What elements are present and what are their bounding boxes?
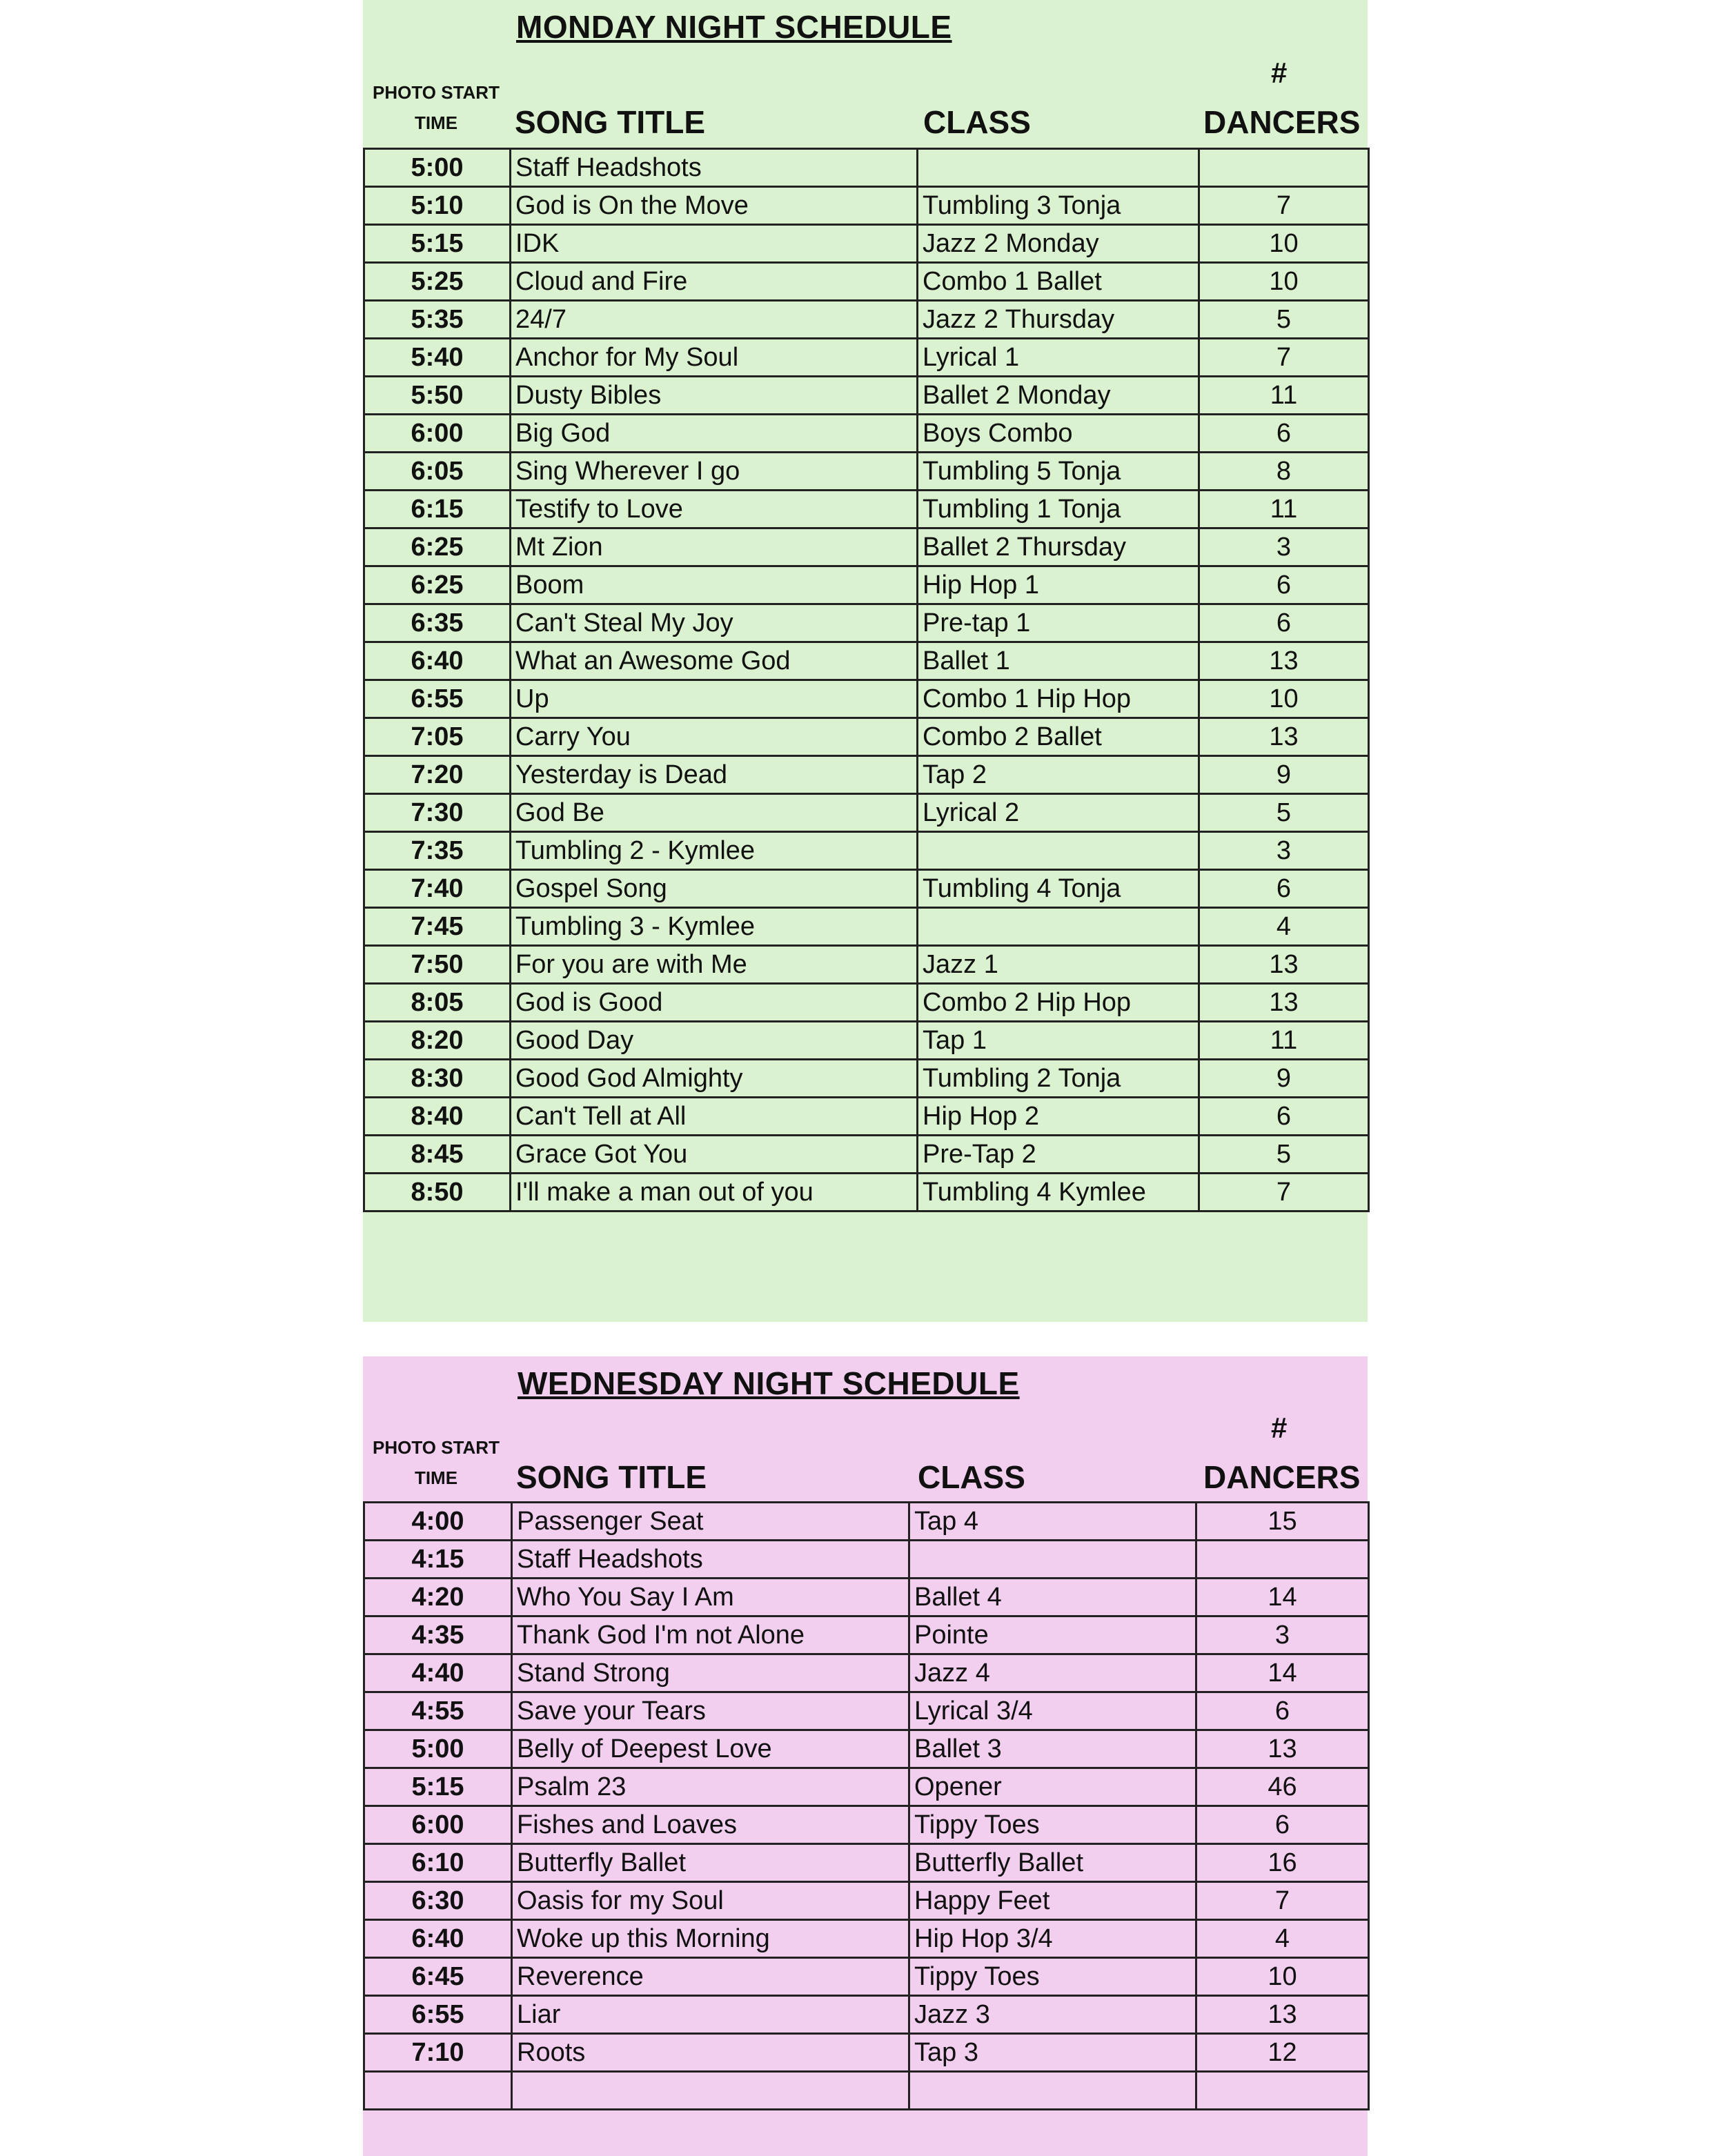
monday-header-song: SONG TITLE	[515, 104, 705, 140]
time-cell: 7:40	[364, 870, 511, 908]
time-cell: 5:00	[364, 1730, 512, 1768]
class-cell	[918, 149, 1199, 187]
song-title-cell: Can't Tell at All	[511, 1098, 918, 1136]
table-row	[364, 377, 1369, 415]
time-cell: 5:35	[364, 301, 511, 339]
dancers-cell: 8	[1199, 453, 1369, 491]
dancers-cell: 13	[1199, 946, 1369, 984]
wednesday-title: WEDNESDAY NIGHT SCHEDULE	[518, 1365, 1020, 1401]
table-row	[364, 1579, 1369, 1616]
wednesday-header-song: SONG TITLE	[516, 1459, 707, 1495]
class-cell: Pointe	[909, 1616, 1196, 1654]
song-title-cell: Belly of Deepest Love	[512, 1730, 909, 1768]
time-cell: 5:25	[364, 263, 511, 301]
song-title-cell: Passenger Seat	[512, 1503, 909, 1541]
table-row	[364, 1844, 1369, 1882]
dancers-cell: 11	[1199, 491, 1369, 528]
wednesday-header-class: CLASS	[918, 1459, 1025, 1495]
song-title-cell	[512, 2072, 909, 2110]
time-cell: 5:00	[364, 149, 511, 187]
song-title-cell: Grace Got You	[511, 1136, 918, 1174]
class-cell: Lyrical 3/4	[909, 1692, 1196, 1730]
dancers-cell: 11	[1199, 1022, 1369, 1060]
monday-header-dancers: DANCERS	[1203, 104, 1361, 140]
table-row	[364, 187, 1369, 225]
class-cell: Jazz 2 Thursday	[918, 301, 1199, 339]
class-cell: Tap 1	[918, 1022, 1199, 1060]
table-row	[364, 1730, 1369, 1768]
table-row	[364, 491, 1369, 528]
dancers-cell: 13	[1199, 718, 1369, 756]
dancers-cell: 6	[1199, 870, 1369, 908]
time-cell: 5:15	[364, 225, 511, 263]
time-cell: 4:15	[364, 1541, 512, 1579]
class-cell: Tap 2	[918, 756, 1199, 794]
song-title-cell: Dusty Bibles	[511, 377, 918, 415]
time-cell: 7:30	[364, 794, 511, 832]
song-title-cell: IDK	[511, 225, 918, 263]
class-cell: Combo 2 Ballet	[918, 718, 1199, 756]
table-row	[364, 1882, 1369, 1920]
time-cell: 6:00	[364, 1806, 512, 1844]
time-cell: 7:45	[364, 908, 511, 946]
table-row	[364, 1806, 1369, 1844]
song-title-cell: God Be	[511, 794, 918, 832]
class-cell: Tumbling 1 Tonja	[918, 491, 1199, 528]
dancers-cell: 9	[1199, 1060, 1369, 1098]
time-cell: 6:55	[364, 680, 511, 718]
class-cell: Hip Hop 3/4	[909, 1920, 1196, 1958]
dancers-cell: 12	[1196, 2034, 1369, 2072]
song-title-cell: Testify to Love	[511, 491, 918, 528]
song-title-cell: Psalm 23	[512, 1768, 909, 1806]
time-cell: 4:55	[364, 1692, 512, 1730]
dancers-cell: 3	[1199, 528, 1369, 566]
time-cell: 6:45	[364, 1958, 512, 1996]
song-title-cell: Tumbling 3 - Kymlee	[511, 908, 918, 946]
wednesday-header-dancers-hash: #	[1271, 1412, 1288, 1444]
table-row	[364, 1060, 1369, 1098]
dancers-cell: 13	[1199, 642, 1369, 680]
dancers-cell: 7	[1196, 1882, 1369, 1920]
song-title-cell: Stand Strong	[512, 1654, 909, 1692]
table-row	[364, 604, 1369, 642]
class-cell: Lyrical 1	[918, 339, 1199, 377]
monday-table	[363, 148, 1370, 1212]
class-cell: Pre-tap 1	[918, 604, 1199, 642]
table-row	[364, 453, 1369, 491]
time-cell: 8:30	[364, 1060, 511, 1098]
time-cell: 6:10	[364, 1844, 512, 1882]
table-row	[364, 415, 1369, 453]
table-row	[364, 1136, 1369, 1174]
time-cell: 7:05	[364, 718, 511, 756]
dancers-cell: 9	[1199, 756, 1369, 794]
time-cell: 4:40	[364, 1654, 512, 1692]
class-cell: Happy Feet	[909, 1882, 1196, 1920]
song-title-cell: Fishes and Loaves	[512, 1806, 909, 1844]
dancers-cell: 16	[1196, 1844, 1369, 1882]
table-row	[364, 1022, 1369, 1060]
dancers-cell: 15	[1196, 1503, 1369, 1541]
monday-title: MONDAY NIGHT SCHEDULE	[516, 9, 952, 45]
dancers-cell: 4	[1199, 908, 1369, 946]
dancers-cell: 7	[1199, 339, 1369, 377]
song-title-cell: Oasis for my Soul	[512, 1882, 909, 1920]
class-cell: Combo 1 Hip Hop	[918, 680, 1199, 718]
class-cell	[918, 832, 1199, 870]
time-cell: 7:35	[364, 832, 511, 870]
time-cell: 6:40	[364, 1920, 512, 1958]
song-title-cell: Sing Wherever I go	[511, 453, 918, 491]
table-row	[364, 908, 1369, 946]
time-cell: 5:40	[364, 339, 511, 377]
class-cell	[909, 2072, 1196, 2110]
song-title-cell: God is On the Move	[511, 187, 918, 225]
song-title-cell: Carry You	[511, 718, 918, 756]
table-row	[364, 1920, 1369, 1958]
class-cell: Boys Combo	[918, 415, 1199, 453]
table-row	[364, 1098, 1369, 1136]
song-title-cell: Up	[511, 680, 918, 718]
dancers-cell: 7	[1199, 1174, 1369, 1211]
dancers-cell: 46	[1196, 1768, 1369, 1806]
table-row	[364, 946, 1369, 984]
class-cell: Lyrical 2	[918, 794, 1199, 832]
time-cell: 8:45	[364, 1136, 511, 1174]
class-cell: Jazz 4	[909, 1654, 1196, 1692]
song-title-cell: I'll make a man out of you	[511, 1174, 918, 1211]
table-row	[364, 301, 1369, 339]
table-row	[364, 794, 1369, 832]
class-cell: Tippy Toes	[909, 1806, 1196, 1844]
song-title-cell: Thank God I'm not Alone	[512, 1616, 909, 1654]
song-title-cell: God is Good	[511, 984, 918, 1022]
song-title-cell: Tumbling 2 - Kymlee	[511, 832, 918, 870]
dancers-cell: 6	[1196, 1806, 1369, 1844]
dancers-cell: 10	[1196, 1958, 1369, 1996]
table-row	[364, 2072, 1369, 2110]
time-cell: 5:10	[364, 187, 511, 225]
song-title-cell: Roots	[512, 2034, 909, 2072]
time-cell: 8:50	[364, 1174, 511, 1211]
song-title-cell: Woke up this Morning	[512, 1920, 909, 1958]
time-cell	[364, 2072, 512, 2110]
time-cell: 8:20	[364, 1022, 511, 1060]
dancers-cell: 10	[1199, 680, 1369, 718]
time-cell: 6:40	[364, 642, 511, 680]
class-cell: Tumbling 4 Kymlee	[918, 1174, 1199, 1211]
time-cell: 6:25	[364, 528, 511, 566]
dancers-cell: 5	[1199, 794, 1369, 832]
dancers-cell	[1199, 149, 1369, 187]
class-cell: Combo 1 Ballet	[918, 263, 1199, 301]
dancers-cell: 14	[1196, 1654, 1369, 1692]
table-row	[364, 1692, 1369, 1730]
table-row	[364, 870, 1369, 908]
class-cell: Ballet 1	[918, 642, 1199, 680]
song-title-cell: Big God	[511, 415, 918, 453]
table-row	[364, 1541, 1369, 1579]
class-cell: Combo 2 Hip Hop	[918, 984, 1199, 1022]
class-cell	[918, 908, 1199, 946]
class-cell: Tap 3	[909, 2034, 1196, 2072]
table-row	[364, 149, 1369, 187]
table-row	[364, 566, 1369, 604]
dancers-cell: 13	[1199, 984, 1369, 1022]
class-cell: Jazz 1	[918, 946, 1199, 984]
dancers-cell: 10	[1199, 263, 1369, 301]
class-cell: Tumbling 3 Tonja	[918, 187, 1199, 225]
class-cell: Tap 4	[909, 1503, 1196, 1541]
wednesday-header-dancers: DANCERS	[1203, 1459, 1361, 1495]
time-cell: 4:00	[364, 1503, 512, 1541]
table-row	[364, 1174, 1369, 1211]
table-row	[364, 1503, 1369, 1541]
table-row	[364, 718, 1369, 756]
song-title-cell: Butterfly Ballet	[512, 1844, 909, 1882]
time-cell: 5:50	[364, 377, 511, 415]
class-cell: Ballet 4	[909, 1579, 1196, 1616]
song-title-cell: Staff Headshots	[512, 1541, 909, 1579]
time-cell: 6:25	[364, 566, 511, 604]
monday-header-class: CLASS	[923, 104, 1031, 140]
table-row	[364, 680, 1369, 718]
class-cell: Pre-Tap 2	[918, 1136, 1199, 1174]
time-cell: 7:20	[364, 756, 511, 794]
class-cell: Hip Hop 2	[918, 1098, 1199, 1136]
song-title-cell: Gospel Song	[511, 870, 918, 908]
song-title-cell: Staff Headshots	[511, 149, 918, 187]
table-row	[364, 984, 1369, 1022]
song-title-cell: Boom	[511, 566, 918, 604]
dancers-cell: 13	[1196, 1730, 1369, 1768]
class-cell: Ballet 2 Thursday	[918, 528, 1199, 566]
table-row	[364, 263, 1369, 301]
table-row	[364, 339, 1369, 377]
dancers-cell: 5	[1199, 1136, 1369, 1174]
song-title-cell: Good Day	[511, 1022, 918, 1060]
time-cell: 6:05	[364, 453, 511, 491]
class-cell: Tumbling 5 Tonja	[918, 453, 1199, 491]
wednesday-header-time-line2: TIME	[414, 1467, 458, 1488]
dancers-cell: 11	[1199, 377, 1369, 415]
table-row	[364, 756, 1369, 794]
dancers-cell: 5	[1199, 301, 1369, 339]
monday-header-time-line1: PHOTO START	[373, 82, 500, 103]
dancers-cell: 13	[1196, 1996, 1369, 2034]
song-title-cell: Reverence	[512, 1958, 909, 1996]
song-title-cell: Save your Tears	[512, 1692, 909, 1730]
dancers-cell: 6	[1199, 604, 1369, 642]
dancers-cell	[1196, 1541, 1369, 1579]
table-row	[364, 1958, 1369, 1996]
song-title-cell: Cloud and Fire	[511, 263, 918, 301]
song-title-cell: Mt Zion	[511, 528, 918, 566]
dancers-cell: 3	[1196, 1616, 1369, 1654]
table-row	[364, 225, 1369, 263]
time-cell: 7:50	[364, 946, 511, 984]
wednesday-schedule	[363, 1356, 1368, 2156]
time-cell: 4:35	[364, 1616, 512, 1654]
dancers-cell: 3	[1199, 832, 1369, 870]
song-title-cell: Anchor for My Soul	[511, 339, 918, 377]
song-title-cell: Can't Steal My Joy	[511, 604, 918, 642]
dancers-cell: 7	[1199, 187, 1369, 225]
table-row	[364, 1616, 1369, 1654]
class-cell: Ballet 3	[909, 1730, 1196, 1768]
time-cell: 4:20	[364, 1579, 512, 1616]
table-row	[364, 642, 1369, 680]
dancers-cell	[1196, 2072, 1369, 2110]
table-row	[364, 528, 1369, 566]
dancers-cell: 6	[1199, 566, 1369, 604]
time-cell: 6:30	[364, 1882, 512, 1920]
monday-schedule	[363, 0, 1368, 1322]
class-cell: Jazz 2 Monday	[918, 225, 1199, 263]
song-title-cell: For you are with Me	[511, 946, 918, 984]
table-row	[364, 1654, 1369, 1692]
table-row	[364, 1768, 1369, 1806]
dancers-cell: 10	[1199, 225, 1369, 263]
class-cell: Tippy Toes	[909, 1958, 1196, 1996]
song-title-cell: What an Awesome God	[511, 642, 918, 680]
class-cell: Ballet 2 Monday	[918, 377, 1199, 415]
class-cell: Jazz 3	[909, 1996, 1196, 2034]
class-cell: Tumbling 2 Tonja	[918, 1060, 1199, 1098]
song-title-cell: 24/7	[511, 301, 918, 339]
dancers-cell: 6	[1199, 1098, 1369, 1136]
table-row	[364, 2034, 1369, 2072]
class-cell: Opener	[909, 1768, 1196, 1806]
class-cell: Butterfly Ballet	[909, 1844, 1196, 1882]
class-cell	[909, 1541, 1196, 1579]
table-row	[364, 1996, 1369, 2034]
table-row	[364, 832, 1369, 870]
time-cell: 5:15	[364, 1768, 512, 1806]
time-cell: 8:05	[364, 984, 511, 1022]
time-cell: 6:00	[364, 415, 511, 453]
time-cell: 6:55	[364, 1996, 512, 2034]
song-title-cell: Liar	[512, 1996, 909, 2034]
class-cell: Tumbling 4 Tonja	[918, 870, 1199, 908]
wednesday-table	[363, 1501, 1370, 2110]
dancers-cell: 6	[1199, 415, 1369, 453]
song-title-cell: Good God Almighty	[511, 1060, 918, 1098]
monday-header-time-line2: TIME	[414, 112, 458, 133]
class-cell: Hip Hop 1	[918, 566, 1199, 604]
time-cell: 6:15	[364, 491, 511, 528]
wednesday-header-time-line1: PHOTO START	[373, 1437, 500, 1458]
time-cell: 8:40	[364, 1098, 511, 1136]
monday-header-dancers-hash: #	[1271, 57, 1288, 89]
song-title-cell: Who You Say I Am	[512, 1579, 909, 1616]
song-title-cell: Yesterday is Dead	[511, 756, 918, 794]
dancers-cell: 14	[1196, 1579, 1369, 1616]
time-cell: 6:35	[364, 604, 511, 642]
dancers-cell: 6	[1196, 1692, 1369, 1730]
dancers-cell: 4	[1196, 1920, 1369, 1958]
time-cell: 7:10	[364, 2034, 512, 2072]
